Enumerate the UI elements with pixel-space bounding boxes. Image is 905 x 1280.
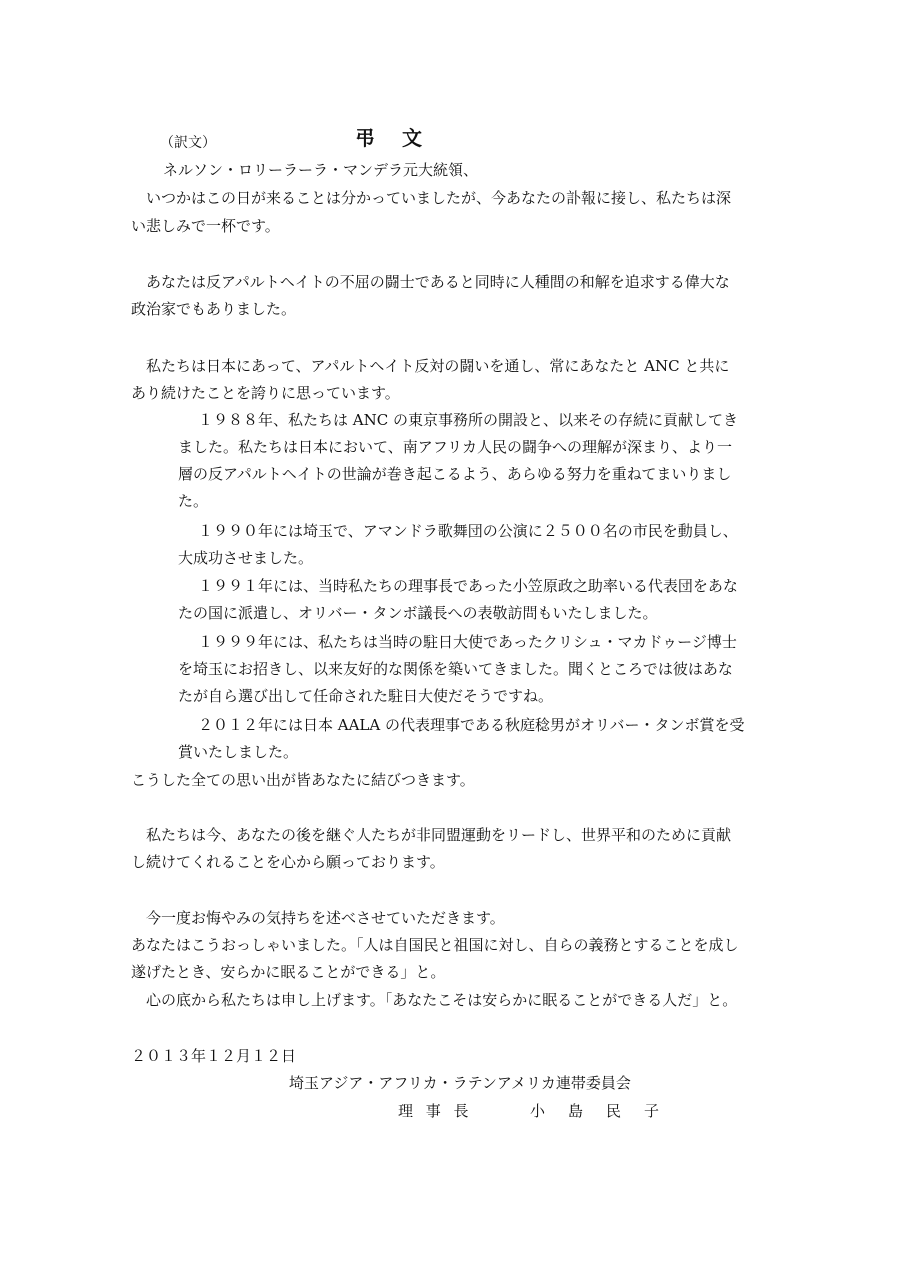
paragraph-line: １９９０年には埼玉で、アマンドラ歌舞団の公演に２５００名の市民を動員し、	[198, 522, 738, 540]
letter-date: ２０１３年１２月１２日	[131, 1047, 297, 1065]
paragraph-line: 私たちは今、あなたの後を継ぐ人たちが非同盟運動をリードし、世界平和のために貢献	[146, 826, 732, 844]
salutation: ネルソン・ロリーラーラ・マンデラ元大統領、	[163, 161, 479, 179]
paragraph-line: 大成功させました。	[178, 549, 314, 567]
paragraph-line: あなたは反アパルトヘイトの不屈の闘士であると同時に人種間の和解を追求する偉大な	[146, 273, 730, 291]
signatory-title: 理 事 長	[398, 1102, 473, 1120]
paragraph-line: １９８８年、私たちは ANC の東京事務所の開設と、以来その存続に貢献してき	[198, 411, 738, 429]
paragraph-line: ２０１２年には日本 AALA の代表理事である秋庭稔男がオリバー・タンボ賞を受	[198, 716, 745, 734]
paragraph-line: 政治家でもありました。	[131, 300, 297, 318]
paragraph-line: たが自ら選び出して任命された駐日大使だそうですね。	[178, 687, 554, 705]
paragraph-line: あなたはこうおっしゃいました。「人は自国民と祖国に対し、自らの義務とすることを成し	[131, 936, 739, 954]
paragraph-line: こうした全ての思い出が皆あなたに結びつきます。	[131, 771, 475, 789]
paragraph-line: １９９９年には、私たちは当時の駐日大使であったクリシュ・マカドゥージ博士	[198, 633, 737, 651]
paragraph-line: ました。私たちは日本において、南アフリカ人民の闘争への理解が深まり、より一	[178, 438, 732, 456]
paragraph-line: あり続けたことを誇りに思っています。	[131, 384, 400, 402]
paragraph-line: たの国に派遣し、オリバー・タンボ議長への表敬訪問もいたしました。	[178, 604, 658, 622]
paragraph-line: 遂げたとき、安らかに眠ることができる」と。	[131, 963, 446, 981]
page-title: 弔 文	[355, 126, 432, 150]
translation-label: （訳文）	[160, 135, 216, 151]
paragraph-line: し続けてくれることを心から願っております。	[131, 853, 445, 871]
paragraph-line: た。	[178, 492, 209, 510]
organization-name: 埼玉アジア・アフリカ・ラテンアメリカ連帯委員会	[289, 1074, 631, 1092]
paragraph-line: 今一度お悔やみの気持ちを述べさせていただきます。	[146, 909, 505, 927]
paragraph-line: いつかはこの日が来ることは分かっていましたが、今あなたの訃報に接し、私たちは深	[146, 189, 732, 207]
paragraph-line: 層の反アパルトヘイトの世論が巻き起こるよう、あらゆる努力を重ねてまいりまし	[178, 465, 732, 483]
paragraph-line: 心の底から私たちは申し上げます。「あなたこそは安らかに眠ることができる人だ」と。	[146, 991, 738, 1009]
paragraph-line: １９９１年には、当時私たちの理事長であった小笠原政之助率いる代表団をあな	[198, 577, 738, 595]
paragraph-line: を埼玉にお招きし、以来友好的な関係を築いてきました。聞くところでは彼はあな	[178, 660, 733, 678]
paragraph-line: 私たちは日本にあって、アパルトヘイト反対の闘いを通し、常にあなたと ANC と共に	[146, 357, 730, 375]
signatory-name: 小 島 民 子	[530, 1102, 664, 1120]
paragraph-line: い悲しみで一杯です。	[131, 217, 280, 235]
paragraph-line: 賞いたしました。	[178, 743, 299, 761]
